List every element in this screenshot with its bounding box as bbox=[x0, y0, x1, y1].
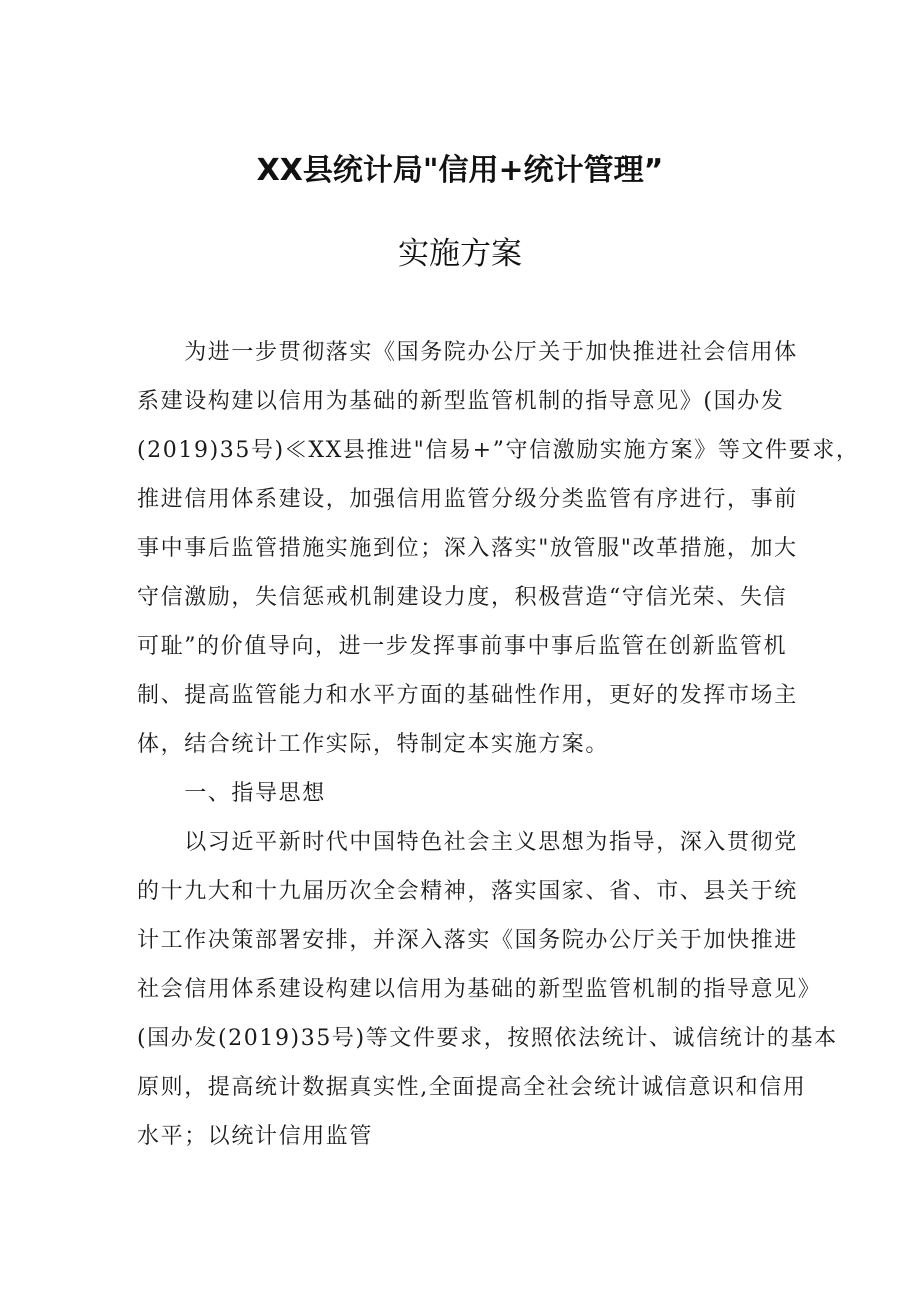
body-line: 水平；以统计信用监管 bbox=[137, 1124, 374, 1149]
document-title-line2: 实施方案 bbox=[398, 236, 522, 272]
body-line: 为进一步贯彻落实《国务院办公厅关于加快推进社会信用体 bbox=[137, 340, 798, 365]
body-line: 原则，提高统计数据真实性,全面提高全社会统计诚信意识和信用 bbox=[137, 1075, 807, 1100]
body-line: 制、提高监管能力和水平方面的基础性作用，更好的发挥市场主 bbox=[137, 683, 798, 708]
document-body bbox=[137, 328, 860, 1161]
body-line: 的十九大和十九届历次全会精神，落实国家、省、市、县关于统 bbox=[137, 879, 798, 904]
body-line: (国办发(2019)35号)等文件要求，按照依法统计、诚信统计的基本 bbox=[137, 1026, 838, 1051]
section-heading: 一、指导思想 bbox=[137, 781, 326, 806]
body-line: 系建设构建以信用为基础的新型监管机制的指导意见》(国办发 bbox=[137, 389, 785, 414]
body-line: 以习近平新时代中国特色社会主义思想为指导，深入贯彻党 bbox=[137, 830, 798, 855]
body-line: 事中事后监管措施实施到位；深入落实"放管服"改革措施，加大 bbox=[137, 536, 798, 561]
body-line: (2019)35号)≪XX县推进"信易+”守信激励实施方案》等文件要求， bbox=[137, 438, 860, 463]
body-line: 体，结合统计工作实际，特制定本实施方案。 bbox=[137, 732, 610, 757]
body-line: 计工作决策部署安排，并深入落实《国务院办公厅关于加快推进 bbox=[137, 928, 798, 953]
body-line: 可耻”的价值导向，进一步发挥事前事中事后监管在创新监管机 bbox=[137, 634, 788, 659]
body-line: 推进信用体系建设，加强信用监管分级分类监管有序进行，事前 bbox=[137, 487, 798, 512]
body-line: 守信激励，失信惩戒机制建设力度，积极营造“守信光荣、失信 bbox=[137, 585, 788, 610]
body-line: 社会信用体系建设构建以信用为基础的新型监管机制的指导意见》 bbox=[137, 977, 822, 1002]
document-title-line1: XX县统计局"信用+统计管理” bbox=[256, 153, 664, 188]
